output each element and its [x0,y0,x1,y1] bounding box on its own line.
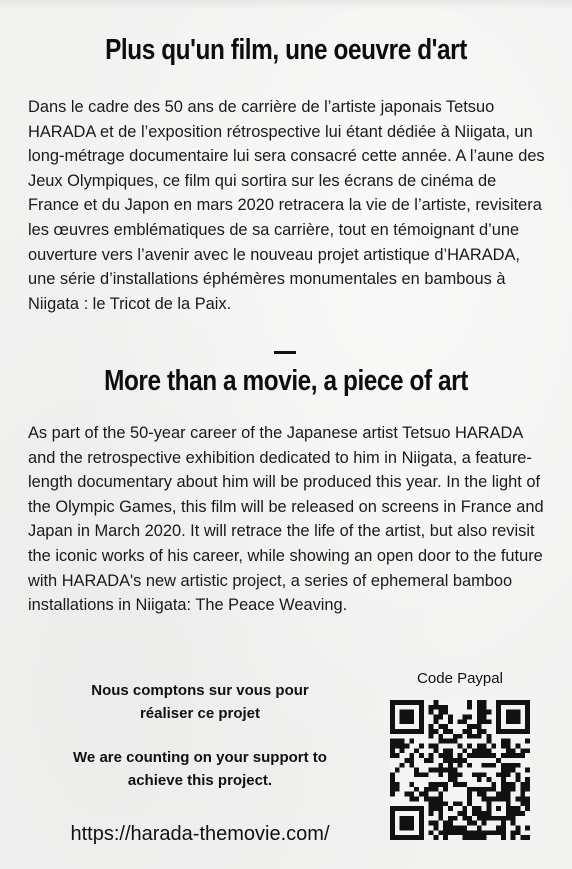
support-en-line1: We are counting on your support to [73,749,327,766]
qr-label: Code Paypal [417,670,503,687]
support-fr-line1: Nous comptons sur vous pour [91,682,309,699]
section-divider [274,351,296,354]
qr-code-icon[interactable] [390,700,530,840]
french-body: Dans le cadre des 50 ans de carrière de l’artiste japonais Tetsuo HARADA et de l’exposition rétrospective lui étant dédiée à Niigata, un long-métrage documentaire lui sera consacré cette année. A l’aune des Jeux Olympiques, ce film qui sortira sur les écrans de cinéma de France et du Japon en mars 2020 retracera la vie de l’artiste, revisitera les œuvres emblématiques de sa carrière, tout en témoignant d’une ouverture vers l’avenir avec le nouveau projet artistique d’HARADA, une série d’installations éphémères monumentales en bambous à Niigata : le Tricot de la Paix. [28,98,545,313]
website-url[interactable]: https://harada-themovie.com/ [70,823,330,845]
support-text-english [30,746,370,792]
support-fr-line2: réaliser ce projet [139,705,261,722]
french-title: Plus qu'un film, une oeuvre d'art [105,34,467,66]
support-en-line2: achieve this project. [127,772,273,789]
english-body: As part of the 50-year career of the Japanese artist Tetsuo HARADA and the retrospective exhibition dedicated to him in Niigata, a feature-length documentary about him will be produced this year. In the light of the Olympic Games, this film will be released on screens in France and Japan in March 2020. It will retrace the life of the artist, but also revisit the iconic works of his career, while showing an open door to the future with HARADA's new artistic project, a series of ephemeral bamboo installations in Niigata: The Peace Weaving. [28,424,544,615]
support-text-french [30,679,370,725]
english-title: More than a movie, a piece of art [104,365,468,397]
scan-edge [0,0,572,10]
